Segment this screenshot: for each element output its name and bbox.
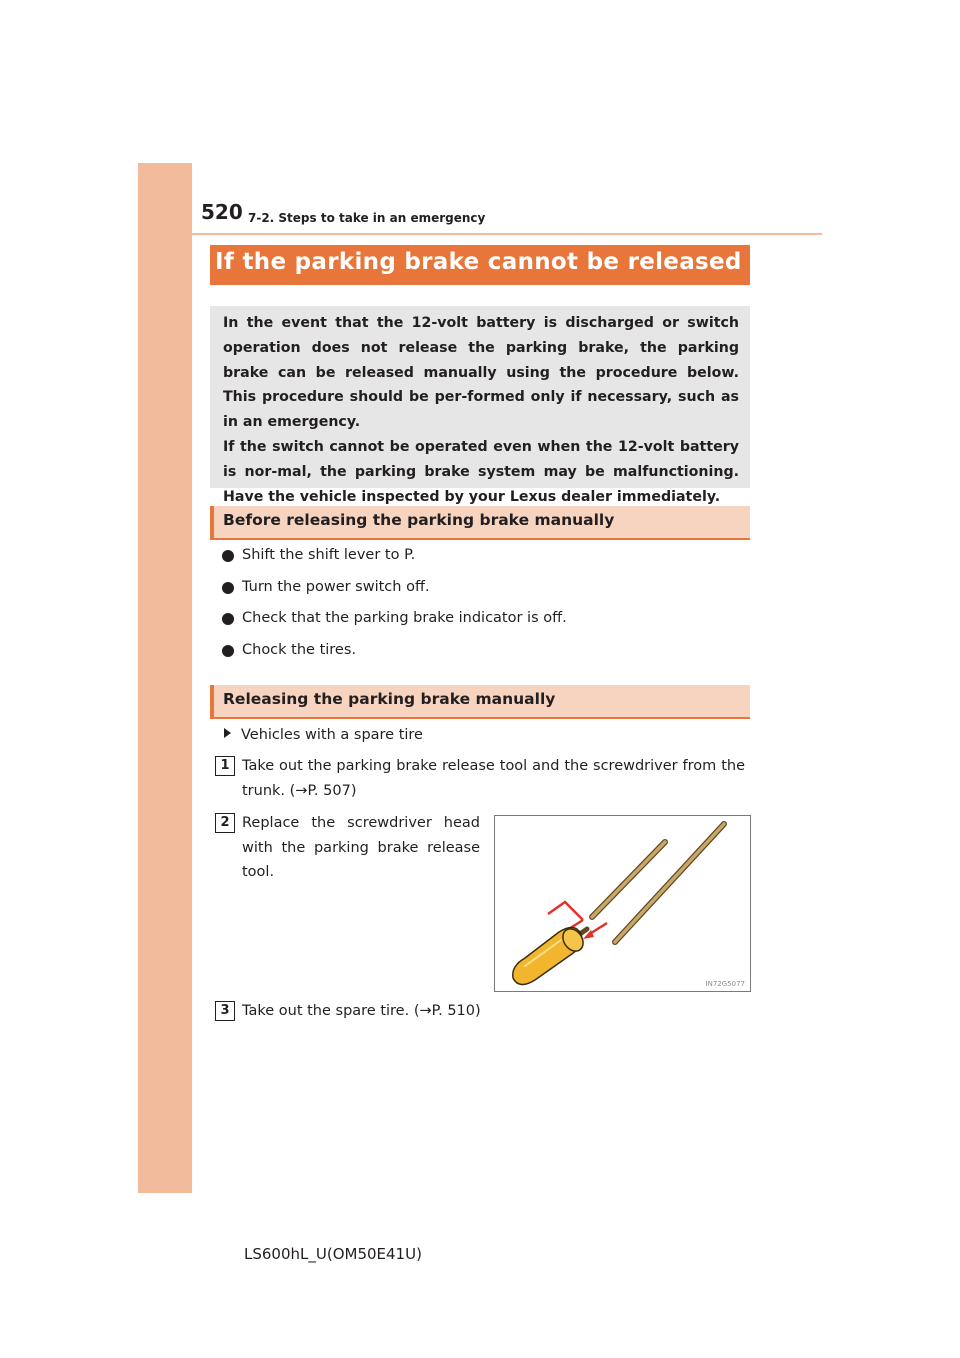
header-rule [192,233,822,235]
intro-box [210,306,750,505]
section-releasing-manually [210,685,750,719]
triangle-bullet-icon [224,728,231,738]
screwdriver-handle-icon [513,925,588,985]
screwdriver-head-icon [592,842,665,917]
section-title: Releasing the parking brake manually [223,690,556,708]
step-number-3: 3 [215,1001,235,1021]
step-text-1: Take out the parking brake release tool and the screwdriver from the trunk. (→P. 507) [242,758,745,799]
list-item: Shift the shift lever to P. [222,543,567,575]
precaution-list [222,543,567,669]
step-text-2: Replace the screwdriver head with the parking brake release tool. [242,815,480,880]
step-text-3: Take out the spare tire. (→P. 510) [242,1003,481,1019]
screwdriver-illustration [494,815,751,992]
intro-paragraph-2: If the switch cannot be operated even when the 12-volt battery is nor-mal, the parking brake system may be malfunctioning. Have the vehicle inspected by your Lexus dealer immediately. [223,438,739,505]
intro-text [223,311,739,509]
section-title: Before releasing the parking brake manually [223,511,615,529]
bullet-icon [222,582,234,594]
section-before-releasing [210,506,750,540]
figure-code: IN72G5077 [705,980,745,988]
bullet-icon [222,550,234,562]
list-item: Chock the tires. [222,638,567,670]
bullet-icon [222,645,234,657]
page-number: 520 [201,200,243,224]
screwdriver-drawing [495,816,750,991]
bullet-icon [222,613,234,625]
chapter-sidebar-tab [138,163,192,1193]
footer-manual-code: LS600hL_U(OM50E41U) [244,1245,422,1263]
step-number-2: 2 [215,813,235,833]
vehicle-condition-note: Vehicles with a spare tire [224,723,423,747]
running-head: 7-2. Steps to take in an emergency [248,211,486,225]
list-item: Check that the parking brake indicator is off. [222,606,567,638]
intro-paragraph-1: In the event that the 12-volt battery is discharged or switch operation does not release the parking brake, the parking brake can be released manually using the procedure below. This procedure should be per-formed only if necessary, such as in an emergency. [223,315,739,431]
step-number-1: 1 [215,756,235,776]
list-item: Turn the power switch off. [222,575,567,607]
main-title: If the parking brake cannot be released [215,249,742,275]
main-title-bar [210,245,750,285]
release-tool-icon [615,824,724,942]
